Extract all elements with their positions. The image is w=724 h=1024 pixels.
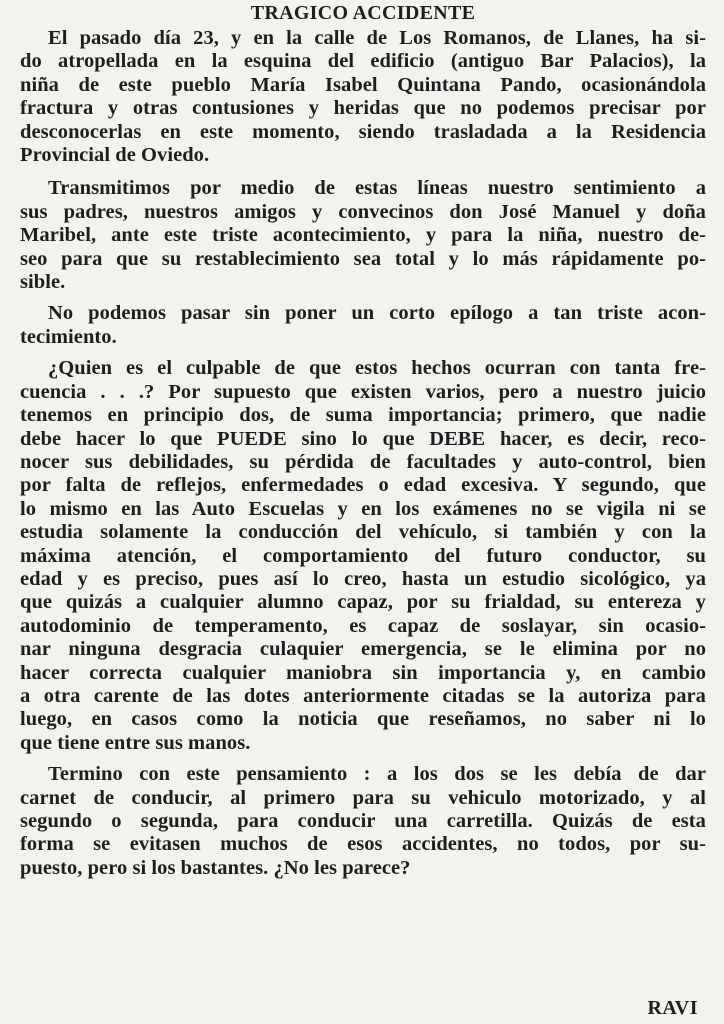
text-line: lo mismo en las Auto Escuelas y en los exámenes no se vigila ni se bbox=[20, 497, 706, 520]
text-line: niña de este pueblo María Isabel Quintana Pando, ocasionándola bbox=[20, 73, 706, 96]
text-line: hacer correcta cualquier maniobra sin importancia y, en cambio bbox=[20, 661, 706, 684]
text-line: estudia solamente la conducción del vehículo, si también y con la bbox=[20, 521, 706, 544]
text-line: que tiene entre sus manos. bbox=[20, 731, 251, 754]
paragraph-culprit-analysis bbox=[20, 357, 706, 755]
text-line: Maribel, ante este triste acontecimiento, y para la niña, nuestro de- bbox=[20, 224, 706, 247]
text-line: forma se evitasen muchos de esos accidentes, no todos, por su- bbox=[20, 833, 706, 856]
text-line: edad y es preciso, pues así lo creo, hasta un estudio sicológico, ya bbox=[20, 567, 706, 590]
text-line: carnet de conducir, al primero para su vehiculo motorizado, y al bbox=[20, 786, 706, 809]
author-signature: RAVI bbox=[647, 997, 698, 1019]
text-line: do atropellada en la esquina del edificio (antiguo Bar Palacios), la bbox=[20, 50, 706, 73]
text-line: fractura y otras contusiones y heridas que no podemos precisar por bbox=[20, 97, 706, 120]
text-line: ¿Quien es el culpable de que estos hechos ocurran con tanta fre- bbox=[48, 357, 706, 380]
text-line: tecimiento. bbox=[20, 325, 117, 348]
text-line: desconocerlas en este momento, siendo trasladada a la Residencia bbox=[20, 120, 706, 143]
text-line: autodominio de temperamento, es capaz de soslayar, sin ocasio- bbox=[20, 614, 706, 637]
text-line: No podemos pasar sin poner un corto epílogo a tan triste acon- bbox=[48, 302, 706, 325]
text-line: tenemos en principio dos, de suma importancia; primero, que nadie bbox=[20, 404, 706, 427]
text-line: segundo o segunda, para conducir una carretilla. Quizás de esta bbox=[20, 810, 706, 832]
article-title: TRAGICO ACCIDENTE bbox=[250, 2, 476, 24]
text-line: seo para que su restablecimiento sea total y lo más rápidamente po- bbox=[20, 247, 706, 270]
text-line: debe hacer lo que PUEDE sino lo que DEBE hacer, es decir, reco- bbox=[20, 427, 706, 450]
article-body bbox=[20, 27, 706, 880]
text-line: a otra carente de las dotes anteriormente citadas se la autoriza para bbox=[20, 684, 706, 707]
text-line: Provincial de Oviedo. bbox=[20, 144, 210, 167]
text-line: Termino con este pensamiento : a los dos se les debía de dar bbox=[48, 763, 706, 786]
text-line: luego, en casos como la noticia que reseñamos, no saber ni lo bbox=[20, 708, 706, 731]
text-line: cuencia . . .? Por supuesto que existen varios, pero a nuestro juicio bbox=[20, 380, 706, 403]
text-line: por falta de reflejos, enfermedades o edad excesiva. Y segundo, que bbox=[20, 474, 706, 497]
text-line: nar ninguna desgracia culaquier emergencia, se le elimina por no bbox=[20, 638, 706, 661]
text-line: sus padres, nuestros amigos y convecinos don José Manuel y doña bbox=[20, 200, 706, 223]
text-line: máxima atención, el comportamiento del futuro conductor, su bbox=[20, 544, 706, 567]
text-line: puesto, pero si los bastantes. ¿No les parece? bbox=[20, 856, 411, 879]
newspaper-article-page bbox=[20, 0, 706, 1024]
paragraph-condolences bbox=[20, 177, 706, 294]
text-line: que quizás a cualquier alumno capaz, por su frialdad, su entereza y bbox=[20, 591, 706, 614]
text-line: sible. bbox=[20, 271, 66, 294]
text-line: El pasado día 23, y en la calle de Los Romanos, de Llanes, ha si- bbox=[48, 27, 706, 49]
paragraph-conclusion bbox=[20, 763, 706, 880]
paragraph-accident-report bbox=[20, 27, 706, 167]
text-line: nocer sus debilidades, su pérdida de facultades y auto-control, bien bbox=[20, 450, 706, 473]
text-line: Transmitimos por medio de estas líneas nuestro sentimiento a bbox=[48, 177, 706, 200]
paragraph-epilogue-intro bbox=[20, 302, 706, 349]
